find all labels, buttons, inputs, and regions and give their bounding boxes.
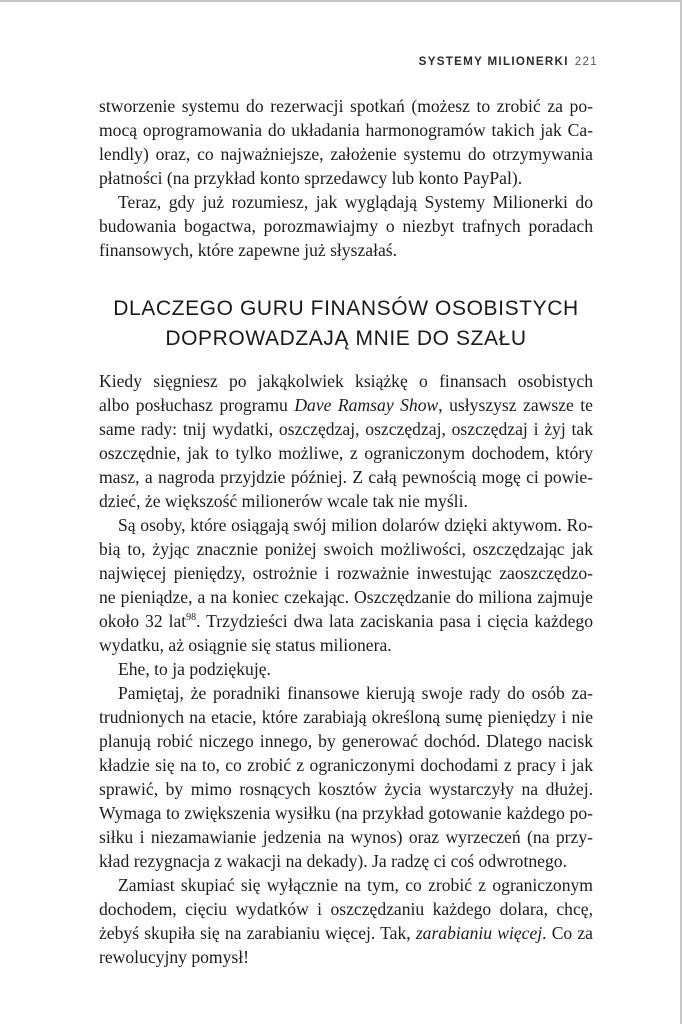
text-line: Kiedy sięgniesz po jakąkolwiek książkę o finansach osobistych [99, 371, 593, 391]
text-line: Są osoby, które osiągają swój milion dolarów dzięki aktywom. Ro- [118, 515, 593, 535]
text-line: siłku i niezamawianie jedzenia na wynos) oraz wyrzeczeń (na przy- [99, 827, 593, 847]
section-heading-line: DLACZEGO GURU FINANSÓW OSOBISTYCH [113, 297, 579, 320]
text-line: lendly) oraz, co najważniejsze, założenie systemu do otrzymywania [99, 144, 593, 164]
text-line: masz, a nagroda przyjdzie później. Z całą pewnością mogę ci powie- [99, 467, 593, 487]
body-text [99, 369, 593, 969]
text-line: budowania bogactwa, porozmawiajmy o niezbyt trafnych poradach [99, 216, 593, 236]
text-line: rewolucyjny pomysł! [99, 947, 250, 967]
text-run: . Co za [542, 923, 593, 943]
text-line: Wymaga to zwiększenia wysiłku (na przykład gotowanie każdego po- [99, 803, 593, 823]
text-run: . Trzydzieści dwa lata zaciskania pasa i cięcia każdego [196, 611, 593, 631]
running-head-title: SYSTEMY MILIONERKI [418, 55, 569, 68]
text-line: Teraz, gdy już rozumiesz, jak wyglądają Systemy Milionerki do [118, 192, 593, 212]
page-border-top [0, 0, 682, 2]
text-line [99, 393, 593, 417]
text-line [99, 921, 593, 945]
text-line: dzieć, że większość milionerów wcale tak nie myśli. [99, 491, 468, 511]
emphasis: zarabianiu więcej [415, 923, 543, 943]
text-line: wydatku, aż osiągnie się status milionera. [99, 635, 392, 655]
text-line: ne pieniądze, a na koniec czekając. Oszczędzanie do miliona zajmuje [99, 587, 593, 607]
text-line: mocą oprogramowania do układania harmonogramów takich jak Ca- [99, 120, 593, 140]
text-line: stworzenie systemu do rezerwacji spotkań (możesz to zrobić za po- [99, 96, 593, 116]
text-line: planują robić niczego innego, by generować dochód. Dlatego nacisk [99, 731, 593, 751]
text-line: sprawić, by mimo rosnących kosztów życia wystarczyły na dłużej. [99, 779, 593, 799]
text-line: najwięcej pieniędzy, ostrożnie i rozważnie inwestując zaoszczędzo- [99, 563, 593, 583]
running-head [419, 55, 598, 68]
text-line: kładzie się na to, co zrobić z ograniczonymi dochodami z pracy i jak [99, 755, 593, 775]
text-line: finansowych, które zapewne już słyszałaś. [99, 240, 398, 260]
text-run: albo posłuchasz programu [99, 395, 295, 415]
text-run: żebyś skupiła się na zarabianiu więcej. Tak, [99, 923, 416, 943]
text-line: kład rezygnacja z wakacji na dekady). Ja radzę ci coś odwrotnego. [99, 851, 567, 871]
text-line: płatności (na przykład konto sprzedawcy lub konto PayPal). [99, 168, 523, 188]
text-line: same rady: tnij wydatki, oszczędzaj, oszczędzaj, oszczędzaj i żyj tak [99, 419, 593, 439]
footnote-reference: 98 [186, 612, 197, 623]
text-line: Ehe, to ja podziękuję. [118, 659, 271, 679]
text-line [99, 609, 593, 633]
text-line: dochodem, cięciu wydatków i oszczędzaniu każdego dolara, chcę, [99, 899, 593, 919]
intro-text [99, 94, 593, 262]
section-heading [99, 294, 593, 354]
section-heading-line: DOPROWADZAJĄ MNIE DO SZAŁU [165, 327, 527, 350]
text-line: bią to, żyjąc znacznie poniżej swoich możliwości, oszczędzając jak [99, 539, 593, 559]
text-line: Zamiast skupiać się wyłącznie na tym, co zrobić z ograniczonym [118, 875, 593, 895]
text-line: Pamiętaj, że poradniki finansowe kierują swoje rady do osób za- [118, 683, 593, 703]
text-run: , usłyszysz zawsze te [438, 395, 593, 415]
text-line: trudnionych na etacie, które zarabiają określoną sumę pieniędzy i nie [99, 707, 593, 727]
program-title: Dave Ramsay Show [294, 395, 439, 415]
text-line: oszczędnie, jak to tylko możliwe, z ograniczonym dochodem, który [99, 443, 593, 463]
text-run: około 32 lat [99, 611, 187, 631]
page-number: 221 [574, 55, 598, 68]
